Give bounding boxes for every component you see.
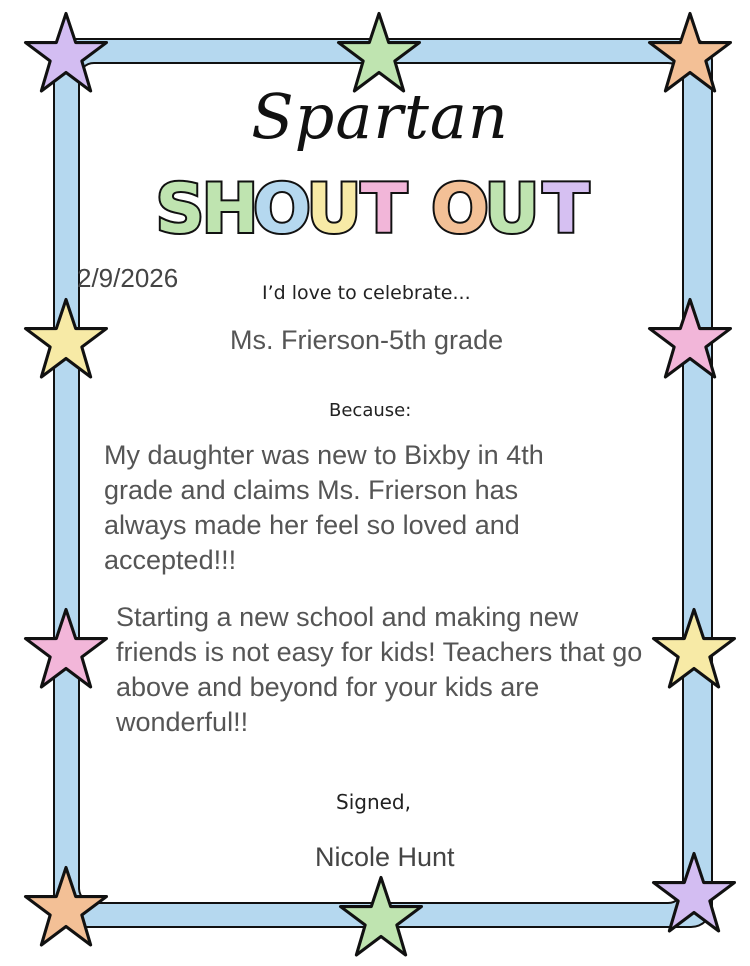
shout-letter: H — [201, 170, 259, 248]
pink-star-icon — [26, 610, 107, 687]
shout-letter: S — [155, 170, 205, 248]
shout-letter: T — [360, 170, 408, 248]
date-field: 2/9/2026 — [77, 263, 179, 293]
pink-star-icon — [650, 300, 731, 377]
shout-letter: T — [542, 170, 590, 248]
orange-star-icon — [650, 14, 731, 91]
shout-letter: O — [253, 170, 311, 248]
celebrate-label: I’d love to celebrate... — [262, 282, 471, 304]
purple-star-icon — [26, 14, 107, 91]
shout-letter: O — [431, 170, 489, 248]
star-icon — [646, 296, 734, 384]
star-icon — [650, 606, 738, 694]
reason-paragraph-1: My daughter was new to Bixby in 4th grade and claims Ms. Frierson has always made her feel so loved and accepted!!! — [104, 440, 544, 575]
yellow-star-icon — [26, 300, 107, 377]
star-icon — [337, 874, 425, 962]
star-icon — [22, 864, 110, 952]
recipient-name: Ms. Frierson-5th grade — [230, 325, 504, 355]
star-icon — [22, 296, 110, 384]
signed-label: Signed, — [336, 790, 411, 814]
star-icon — [22, 606, 110, 694]
green-star-icon — [341, 878, 422, 955]
signer-name: Nicole Hunt — [315, 842, 455, 872]
star-icon — [22, 10, 110, 98]
purple-star-icon — [654, 854, 735, 931]
shout-letter: U — [306, 170, 362, 248]
star-icon — [650, 850, 738, 938]
star-icon — [646, 10, 734, 98]
orange-star-icon — [26, 868, 107, 945]
shout-out-title — [150, 168, 630, 248]
title-script: Spartan — [251, 80, 509, 153]
reason-paragraph-2: Starting a new school and making new friends is not easy for kids! Teachers that go above and beyond for your kids are wonderful!! — [116, 602, 643, 737]
yellow-star-icon — [654, 610, 735, 687]
because-label: Because: — [329, 400, 412, 421]
shout-letter: U — [484, 170, 540, 248]
